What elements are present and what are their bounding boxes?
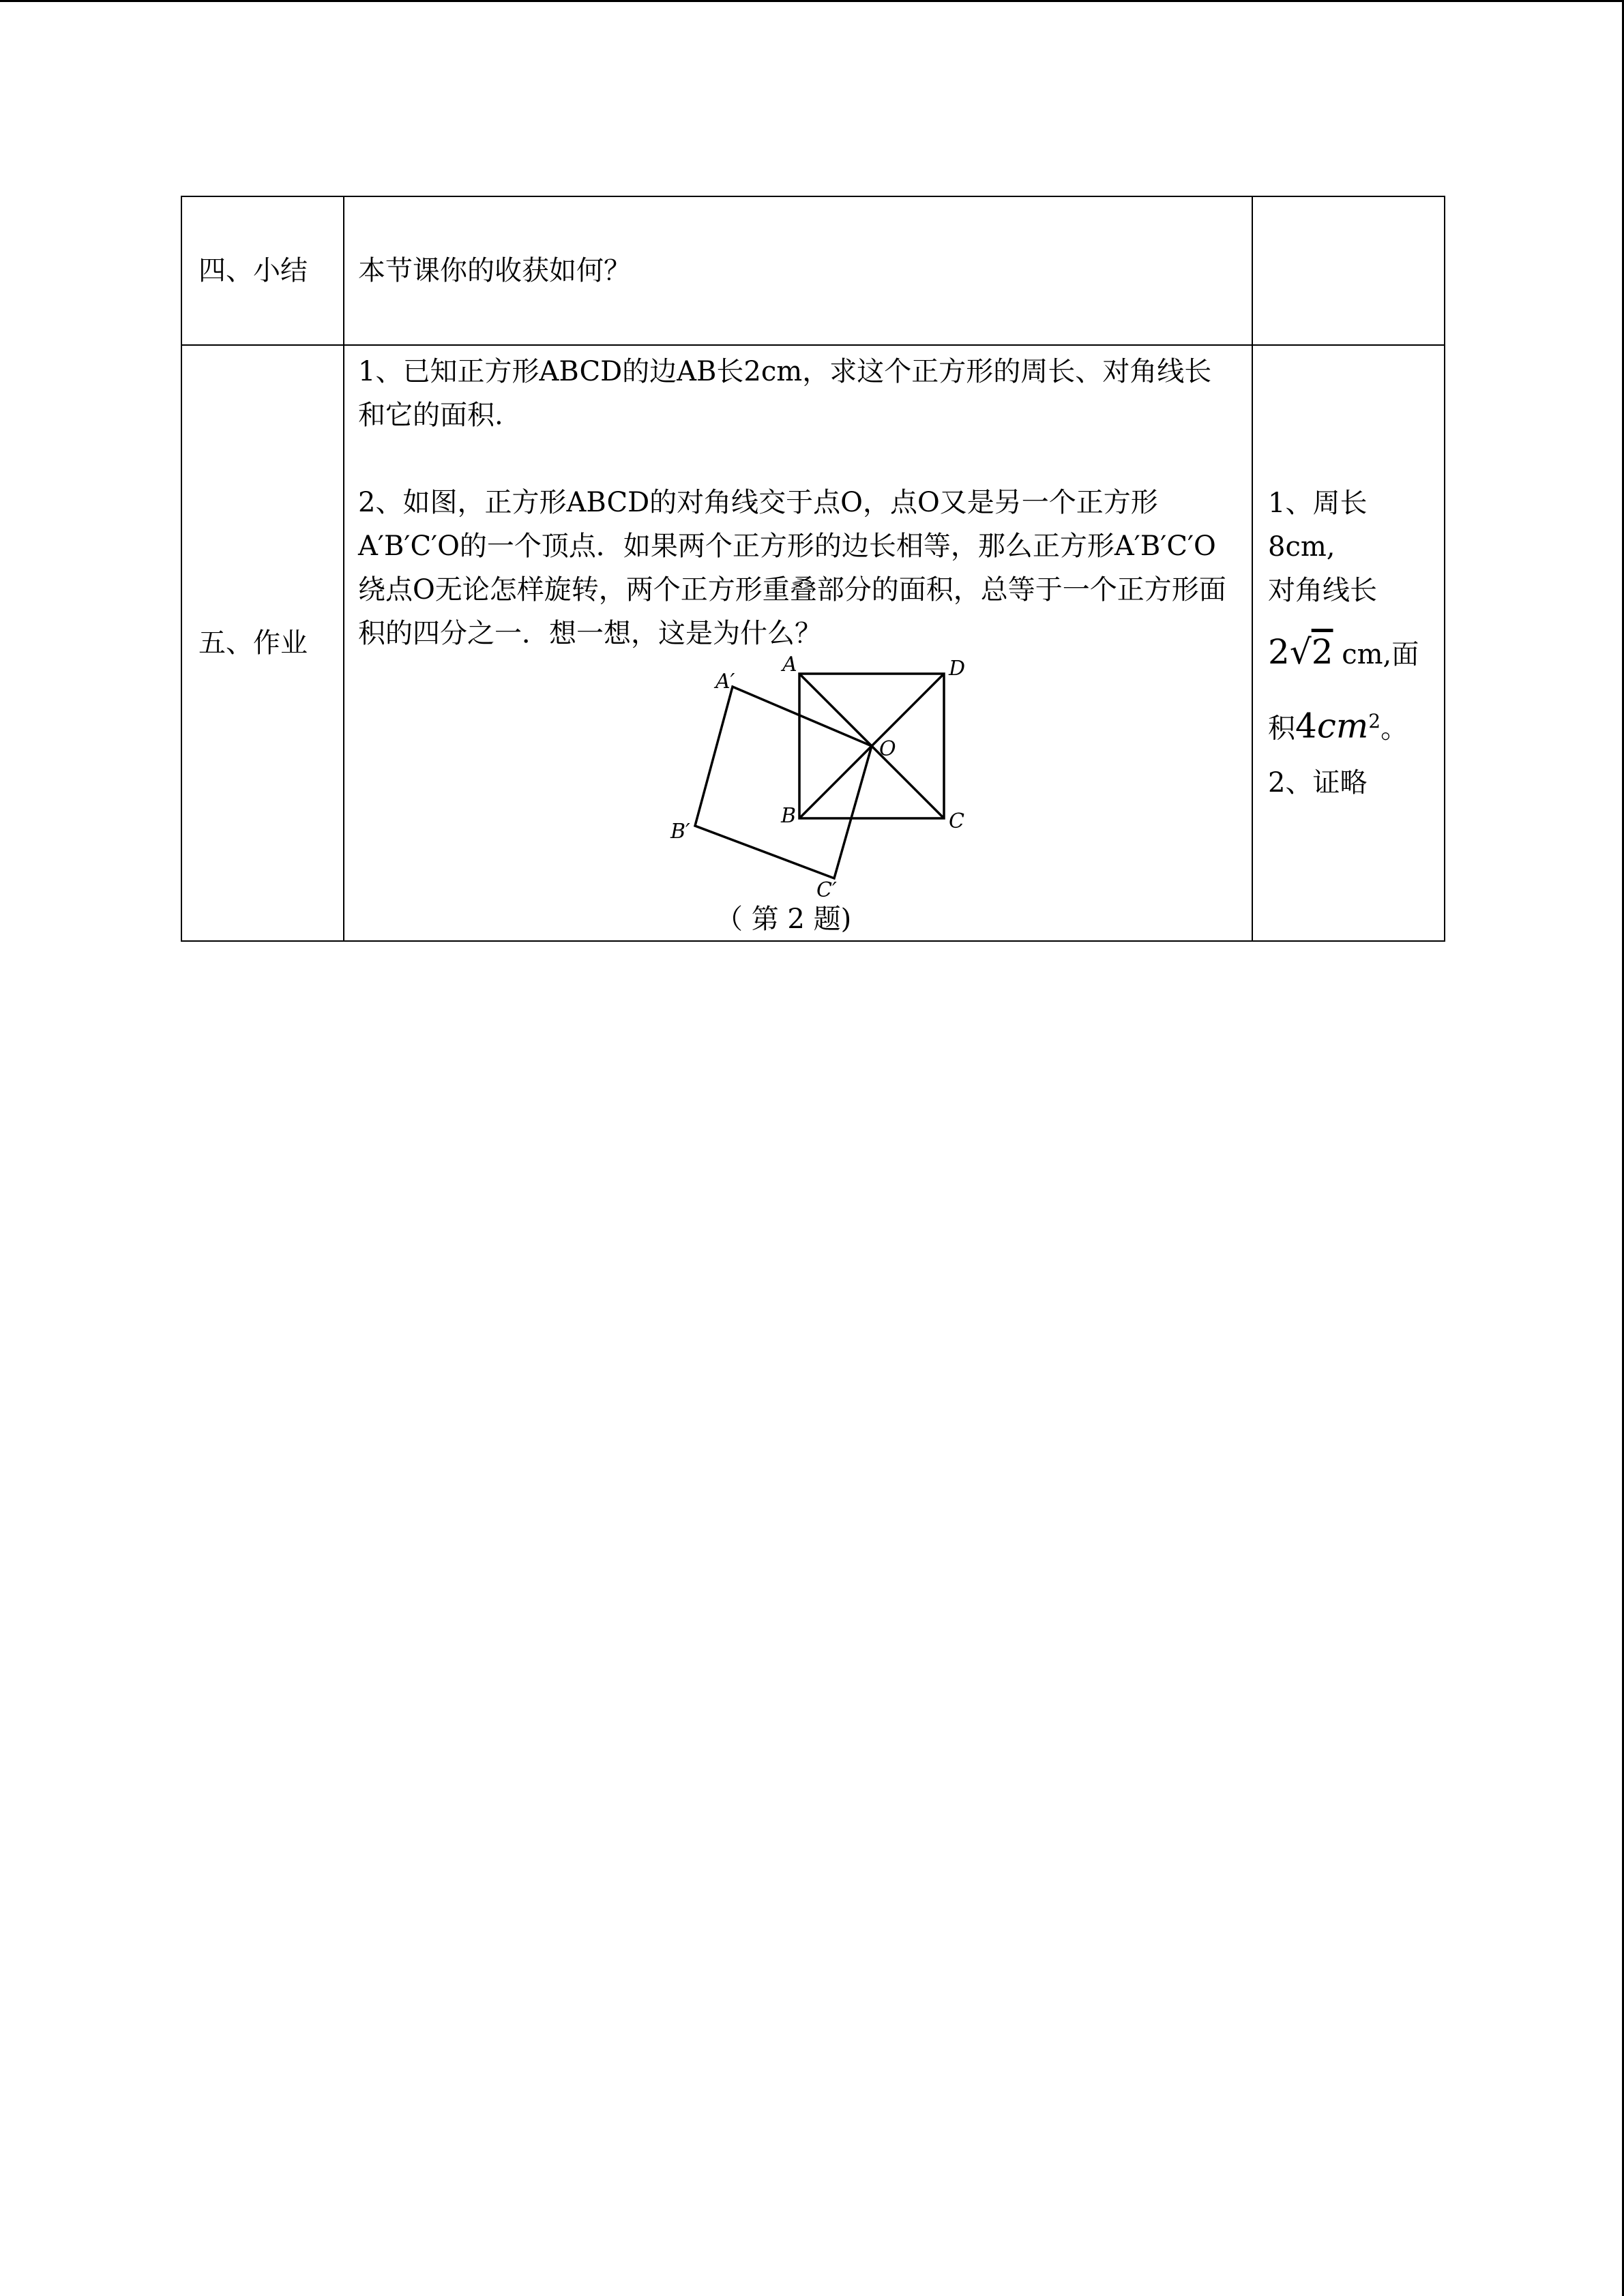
answer-area <box>1268 700 1443 750</box>
area-unit: cm <box>1316 706 1369 746</box>
area-suffix: 。 <box>1381 713 1408 745</box>
answer-perimeter-label: 1、周长 <box>1268 487 1368 519</box>
homework-answer-cell <box>1252 345 1445 941</box>
label-c: C <box>949 809 964 833</box>
figure-svg <box>654 655 981 904</box>
answer-diagonal-formula <box>1268 630 1443 676</box>
answer-perimeter-value: 8cm, <box>1268 531 1335 563</box>
diagonal-coefficient: 2 <box>1268 631 1290 672</box>
area-exponent: 2 <box>1368 709 1381 732</box>
diagonal-unit: cm,面 <box>1342 638 1419 670</box>
homework-question-2: 2、如图，正方形ABCD的对角线交于点O，点O又是另一个正方形A′B′C′O的一个顶点．如果两个正方形的边长相等，那么正方形A′B′C′O绕点O无论怎样旋转，两个正方形重叠部分的面积，总等于一个正方形面积的四分之一．想一想，这是为什么？ <box>358 487 1226 649</box>
summary-question: 本节课你的收获如何？ <box>344 196 1252 345</box>
diagonal-radicand: 2 <box>1311 631 1333 672</box>
summary-notes-cell <box>1252 196 1445 345</box>
area-value: 4 <box>1295 706 1317 746</box>
homework-label: 五、作业 <box>181 345 344 941</box>
label-a: A <box>782 655 797 676</box>
label-b-prime: B′ <box>670 820 690 844</box>
homework-row <box>181 345 1445 941</box>
answer-proof: 2、证略 <box>1268 767 1368 799</box>
label-a-prime: A′ <box>715 670 735 694</box>
label-b: B <box>781 804 797 828</box>
sqrt-sign-icon: √ <box>1289 631 1312 672</box>
square-a-prime-b-prime-c-prime-o <box>695 687 872 878</box>
label-d: D <box>949 657 966 681</box>
rotated-squares-figure <box>654 655 981 935</box>
label-c-prime: C′ <box>816 878 837 902</box>
lesson-table <box>181 196 1445 942</box>
summary-label: 四、小结 <box>181 196 344 345</box>
homework-content <box>344 345 1252 941</box>
figure-caption: （ 第 2 题) <box>715 904 852 935</box>
label-o: O <box>879 737 896 761</box>
area-prefix: 积 <box>1268 713 1295 745</box>
homework-question-1: 1、已知正方形ABCD的边AB长2cm，求这个正方形的周长、对角线长和它的面积. <box>358 356 1212 431</box>
summary-row <box>181 196 1445 345</box>
page-top-rule <box>0 0 1624 2</box>
answer-diagonal-label: 对角线长 <box>1268 574 1377 606</box>
